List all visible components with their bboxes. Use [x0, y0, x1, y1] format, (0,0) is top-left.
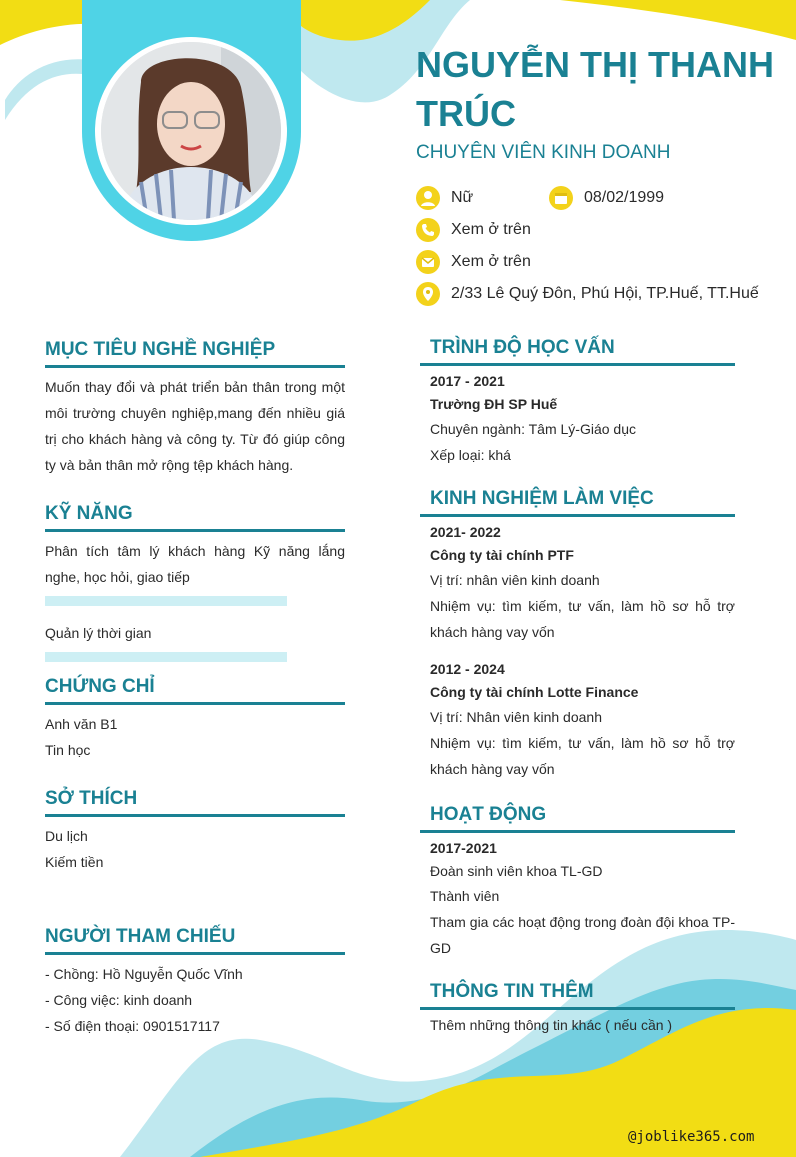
skill-bar: [45, 652, 287, 662]
hobby-item: Du lịch: [45, 828, 88, 844]
hobby-item: Kiếm tiền: [45, 854, 104, 870]
activities-period: 2017-2021: [430, 840, 497, 856]
email-row: [416, 250, 531, 274]
education-rank: Xếp loại: khá: [430, 447, 511, 463]
skill-item: Quản lý thời gian: [45, 625, 152, 641]
activities-org: Đoàn sinh viên khoa TL-GD: [430, 863, 603, 879]
birthdate-row: [549, 186, 664, 210]
experience-company: Công ty tài chính PTF: [430, 547, 574, 563]
experience-position: Vị trí: Nhân viên kinh doanh: [430, 709, 602, 725]
experience-item: [420, 658, 735, 782]
objective-heading: MỤC TIÊU NGHỀ NGHIỆP: [45, 339, 345, 368]
activities-heading: HOẠT ĐỘNG: [420, 804, 735, 833]
reference-item: - Công việc: kinh doanh: [45, 992, 193, 1008]
certificates-heading: CHỨNG CHỈ: [45, 676, 345, 705]
birthdate-value: 08/02/1999: [584, 189, 665, 206]
watermark: @joblike365.com: [628, 1129, 755, 1145]
education-section: [420, 337, 735, 468]
experience-duties: Nhiệm vụ: tìm kiếm, tư vấn, làm hồ sơ hỗ trợ khách hàng vay vốn: [430, 735, 735, 777]
phone-icon: [416, 218, 440, 242]
reference-item: - Số điện thoại: 0901517117: [45, 1018, 220, 1034]
education-heading: TRÌNH ĐỘ HỌC VẤN: [420, 337, 735, 366]
job-title: CHUYÊN VIÊN KINH DOANH: [416, 142, 671, 163]
experience-duties: Nhiệm vụ: tìm kiếm, tư vấn, làm hồ sơ hỗ trợ khách hàng vay vốn: [430, 598, 735, 640]
extra-info-section: [420, 981, 735, 1038]
references-section: [45, 926, 345, 1039]
hobbies-heading: SỞ THÍCH: [45, 788, 345, 817]
experience-item: [420, 521, 735, 645]
gender-value: Nữ: [451, 189, 474, 206]
activities-role: Thành viên: [430, 888, 500, 904]
objective-text: Muốn thay đổi và phát triển bản thân trong một môi trường chuyên nghiệp,mang đến nhiều giá trị cho khách hàng và công ty. Từ đó giúp công ty và bản thân mở rộng tệp khách hàng.: [45, 379, 345, 473]
experience-position: Vị trí: nhân viên kinh doanh: [430, 572, 600, 588]
activities-section: [420, 804, 735, 961]
phone-row: [416, 218, 531, 242]
gender-row: [416, 186, 473, 210]
education-major: Chuyên ngành: Tâm Lý-Giáo dục: [430, 421, 636, 437]
skills-heading: KỸ NĂNG: [45, 503, 345, 532]
email-value: Xem ở trên: [451, 253, 531, 270]
skill-bar: [45, 596, 287, 606]
location-pin-icon: [416, 282, 440, 306]
top-left-light-wave: [5, 59, 90, 120]
address-value: 2/33 Lê Quý Đôn, Phú Hội, TP.Huế, TT.Huế: [451, 285, 759, 302]
activities-desc: Tham gia các hoạt động trong đoàn đội khoa TP-GD: [430, 914, 735, 956]
extra-info-text: Thêm những thông tin khác ( nếu cần ): [430, 1017, 673, 1033]
calendar-icon: [549, 186, 573, 210]
skill-item: Phân tích tâm lý khách hàng Kỹ năng lắng nghe, học hỏi, giao tiếp: [45, 543, 345, 585]
certificate-item: Anh văn B1: [45, 716, 118, 732]
extra-info-heading: THÔNG TIN THÊM: [420, 981, 735, 1010]
experience-period: 2021- 2022: [430, 524, 501, 540]
experience-company: Công ty tài chính Lotte Finance: [430, 684, 639, 700]
avatar: [101, 42, 281, 220]
address-row: [416, 282, 759, 306]
person-icon: [416, 186, 440, 210]
skills-section: [45, 503, 345, 676]
references-heading: NGƯỜI THAM CHIẾU: [45, 926, 345, 955]
mail-icon: [416, 250, 440, 274]
avatar-illustration: [101, 42, 281, 220]
hobbies-section: [45, 788, 345, 875]
certificate-item: Tin học: [45, 742, 91, 758]
education-school: Trường ĐH SP Huế: [430, 396, 558, 412]
experience-heading: KINH NGHIỆM LÀM VIỆC: [420, 488, 735, 517]
experience-section: [420, 488, 735, 782]
experience-period: 2012 - 2024: [430, 661, 505, 677]
certificates-section: [45, 676, 345, 763]
phone-value: Xem ở trên: [451, 221, 531, 238]
reference-item: - Chồng: Hồ Nguyễn Quốc Vĩnh: [45, 966, 243, 982]
candidate-name: NGUYỄN THỊ THANH TRÚC: [416, 44, 774, 134]
objective-section: [45, 339, 345, 478]
education-period: 2017 - 2021: [430, 373, 505, 389]
